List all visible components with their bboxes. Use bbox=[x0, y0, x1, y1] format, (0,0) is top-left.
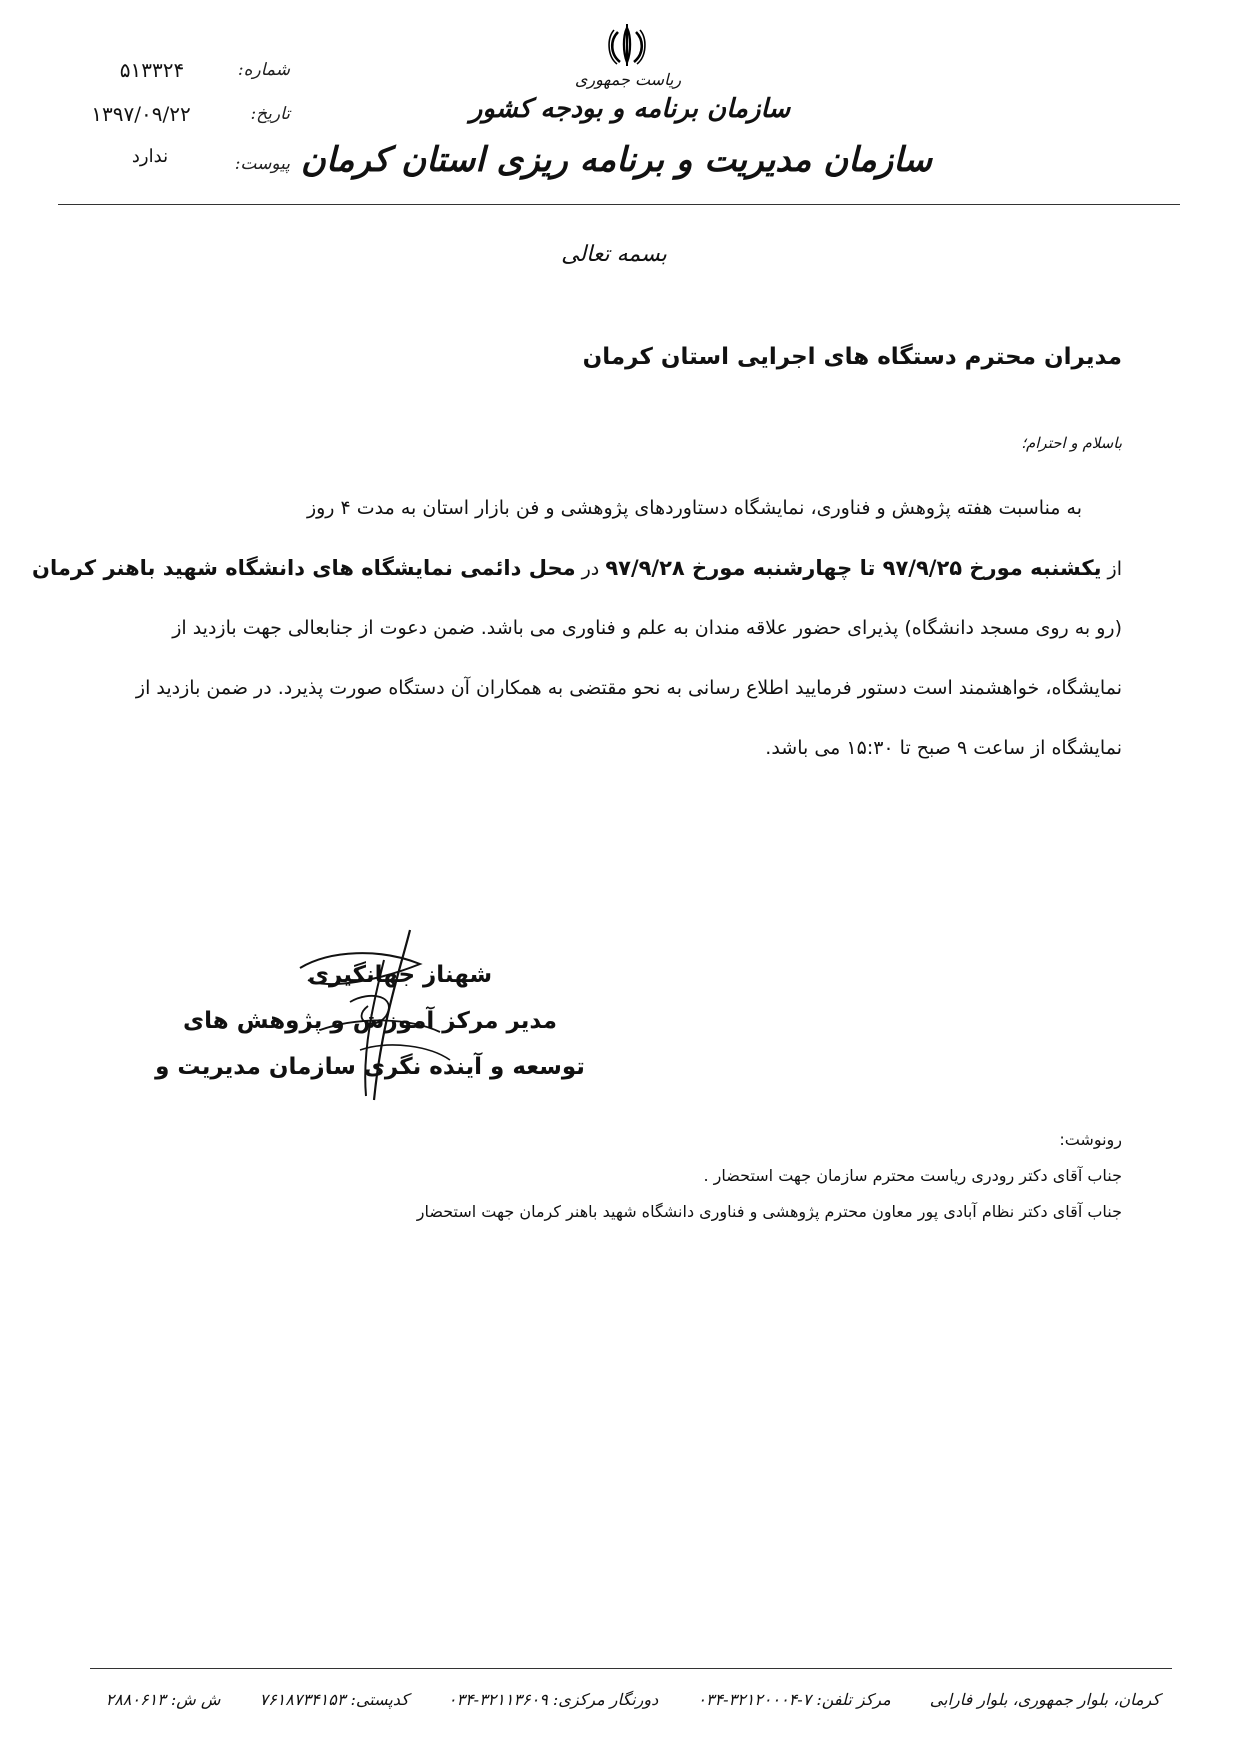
body-line-3: (رو به روی مسجد دانشگاه) پذیرای حضور علاقه مندان به علم و فناوری می باشد. ضمن دعوت از جنابعالی جهت بازدید از bbox=[172, 617, 1122, 639]
footer-contact bbox=[105, 1690, 1160, 1709]
attachment-value: ندارد bbox=[131, 146, 169, 167]
cc-item-2: جناب آقای دکتر نظام آبادی پور معاون محترم پژوهشی و فناوری دانشگاه شهید باهنر کرمان جهت استحضار bbox=[416, 1202, 1122, 1221]
attachment-label: پیوست: bbox=[234, 154, 290, 174]
footer-postal-code: کدپستی: ۷۶۱۸۷۳۴۱۵۳ bbox=[259, 1690, 409, 1709]
body-line-1: به مناسبت هفته پژوهش و فناوری، نمایشگاه دستاوردهای پژوهشی و فن بازار استان به مدت ۴ روز bbox=[306, 497, 1082, 519]
signatory-title-2: توسعه و آینده نگری سازمان مدیریت و bbox=[155, 1054, 585, 1080]
cc-title: رونوشت: bbox=[1059, 1130, 1122, 1149]
body-line-2 bbox=[32, 538, 1122, 598]
exhibition-dates: یکشنبه مورخ ۹۷/۹/۲۵ تا چهارشنبه مورخ ۹۷/۹/۲۸ bbox=[605, 556, 1102, 580]
org-plan-budget: سازمان برنامه و بودجه کشور bbox=[469, 94, 791, 124]
letter-date-label: تاریخ: bbox=[250, 104, 290, 124]
header-divider bbox=[58, 204, 1180, 205]
signatory-name: شهناز جهانگیری bbox=[307, 962, 493, 988]
body-line-5: نمایشگاه از ساعت ۹ صبح تا ۱۵:۳۰ می باشد. bbox=[765, 737, 1122, 759]
body-line-4: نمایشگاه، خواهشمند است دستور فرمایید اطلاع رسانی به نحو مقتضی به همکاران آن دستگاه صورت پذیرد. در ضمن بازدید از bbox=[135, 677, 1122, 699]
cc-item-1: جناب آقای دکتر رودری ریاست محترم سازمان جهت استحضار . bbox=[703, 1166, 1122, 1185]
footer-divider bbox=[90, 1668, 1172, 1669]
letter-number-value: ۵۱۳۳۲۴ bbox=[119, 58, 185, 82]
exhibition-location: محل دائمی نمایشگاه های دانشگاه شهید باهنر کرمان bbox=[32, 556, 576, 580]
footer-fax: دورنگار مرکزی: ۳۲۱۱۳۶۰۹-۰۳۴ bbox=[447, 1690, 659, 1709]
salutation: باسلام و احترام؛ bbox=[1021, 434, 1122, 452]
iran-emblem-icon bbox=[604, 22, 650, 68]
org-presidency: ریاست جمهوری bbox=[574, 70, 682, 89]
signatory-title-1: مدیر مرکز آموزش و پژوهش های bbox=[183, 1008, 557, 1034]
letter-number-label: شماره: bbox=[237, 60, 290, 80]
recipient-line: مدیران محترم دستگاه های اجرایی استان کرمان bbox=[582, 344, 1122, 370]
basmala: بسمه تعالی bbox=[561, 242, 667, 267]
handwritten-signature bbox=[290, 920, 490, 1120]
footer-phone: مرکز تلفن: ۷-۳۲۱۲۰۰۰۴-۰۳۴ bbox=[697, 1690, 891, 1709]
letter-date-value: ۱۳۹۷/۰۹/۲۲ bbox=[91, 102, 191, 126]
footer-address: کرمان، بلوار جمهوری، بلوار فارابی bbox=[929, 1690, 1160, 1709]
footer-national-id: ش ش: ۲۸۸۰۶۱۳ bbox=[105, 1690, 221, 1709]
letter-body bbox=[32, 478, 1122, 778]
org-kerman-management: سازمان مدیریت و برنامه ریزی استان کرمان bbox=[300, 140, 932, 180]
body-line-2-in: در bbox=[581, 558, 600, 580]
body-line-2-from: از bbox=[1107, 558, 1122, 580]
